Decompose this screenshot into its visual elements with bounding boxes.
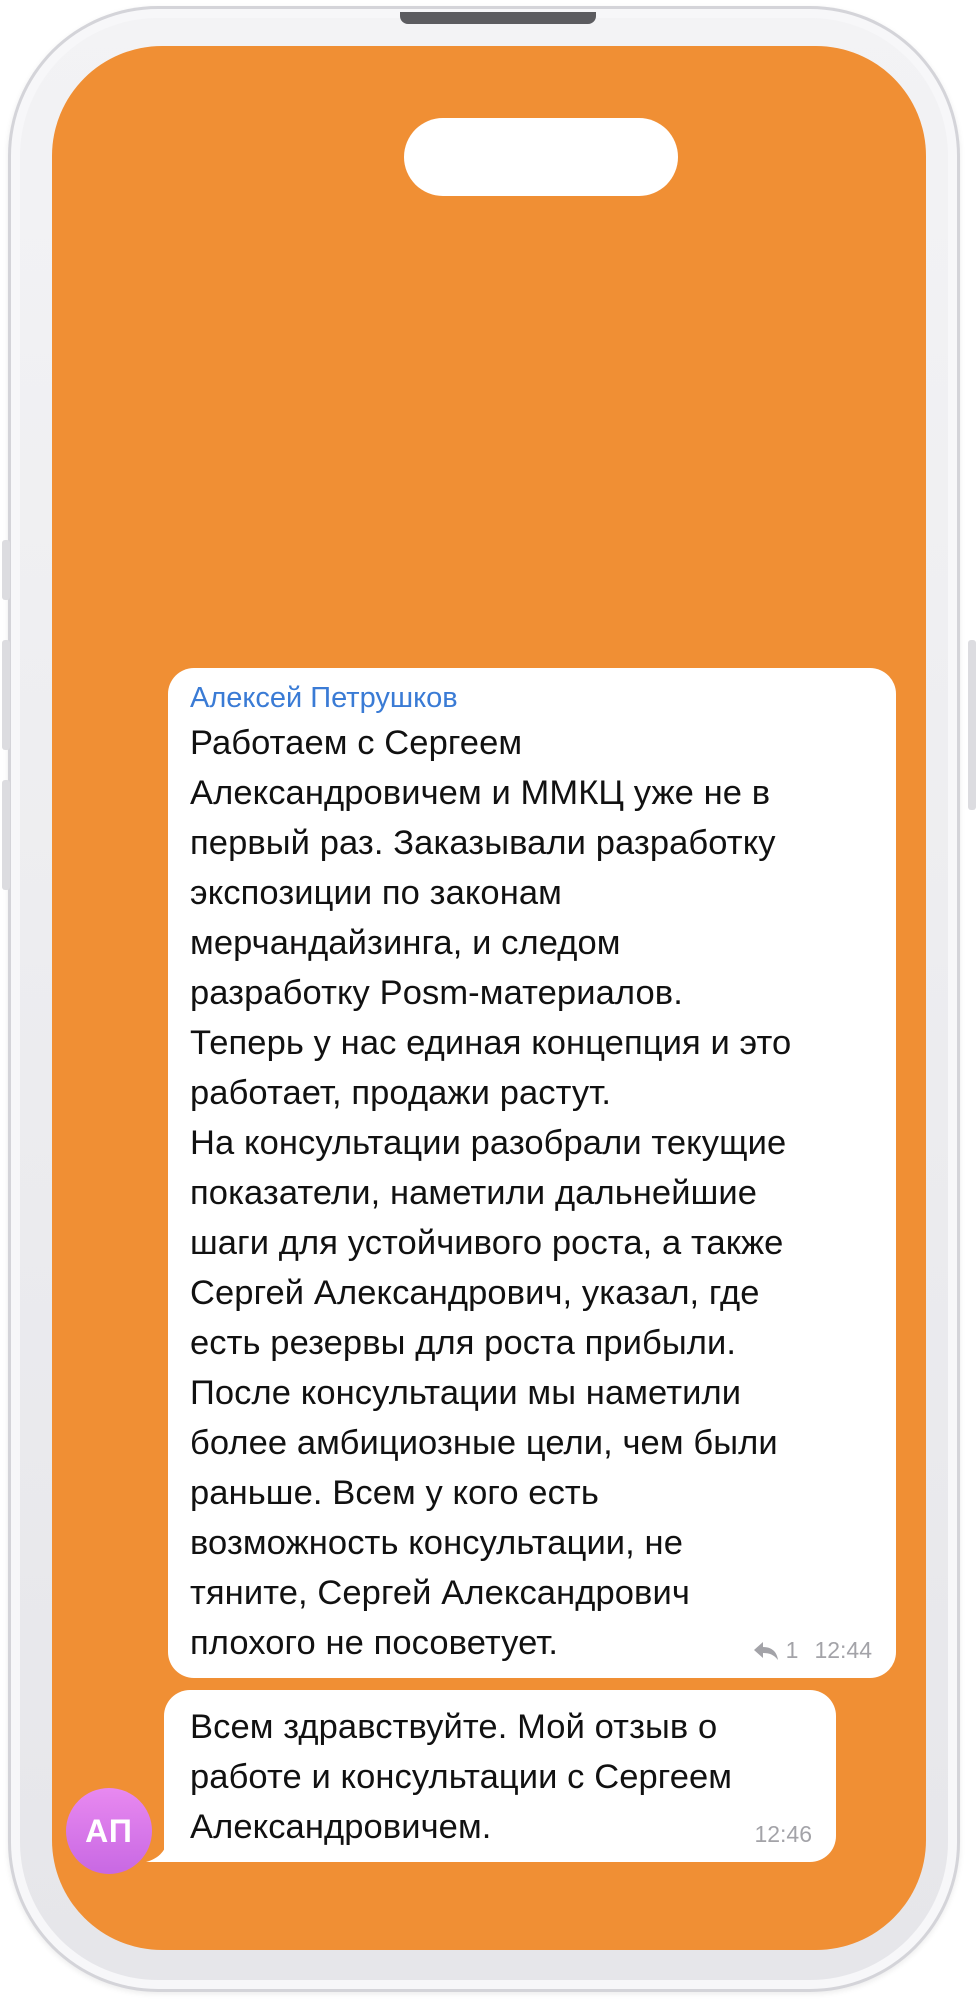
message-text: Всем здравствуйте. Мой отзыв о работе и консультации с Сергеем Александровичем.	[190, 1708, 733, 1846]
volume-up-button	[2, 640, 10, 750]
reply-arrow-icon[interactable]	[752, 1640, 780, 1662]
message-meta	[754, 1821, 812, 1848]
message-time: 12:46	[754, 1821, 812, 1847]
reply-count[interactable]: 1	[785, 1637, 799, 1663]
avatar[interactable]: АП	[66, 1788, 152, 1874]
message-bubble[interactable]	[164, 1690, 836, 1862]
message-bubble[interactable]	[168, 668, 896, 1678]
message-time: 12:44	[814, 1637, 872, 1663]
action-button	[2, 540, 10, 600]
dynamic-island	[404, 118, 678, 196]
speaker-bar	[400, 12, 596, 24]
message-text: Работаем с Сергеем Александровичем и ММКЦ уже не в первый раз. Заказывали разработку экспозиции по законам мерчандайзинга, и следом разработку Posm-материалов. Теперь у нас единая концепция и это работает, продажи растут. На консультации разобрали текущие показатели, наметили дальнейшие шаги для устойчивого роста, а также Сергей Александрович, указал, где есть резервы для роста прибыли. После консультации мы наметили более амбициозные цели, чем были раньше. Всем у кого есть возможность консультации, не тяните, Сергей Александрович плохого не посоветует.	[190, 724, 792, 1662]
message-meta	[752, 1637, 872, 1664]
sender-name[interactable]: Алексей Петрушков	[190, 682, 458, 714]
power-button	[968, 640, 976, 810]
volume-down-button	[2, 780, 10, 890]
